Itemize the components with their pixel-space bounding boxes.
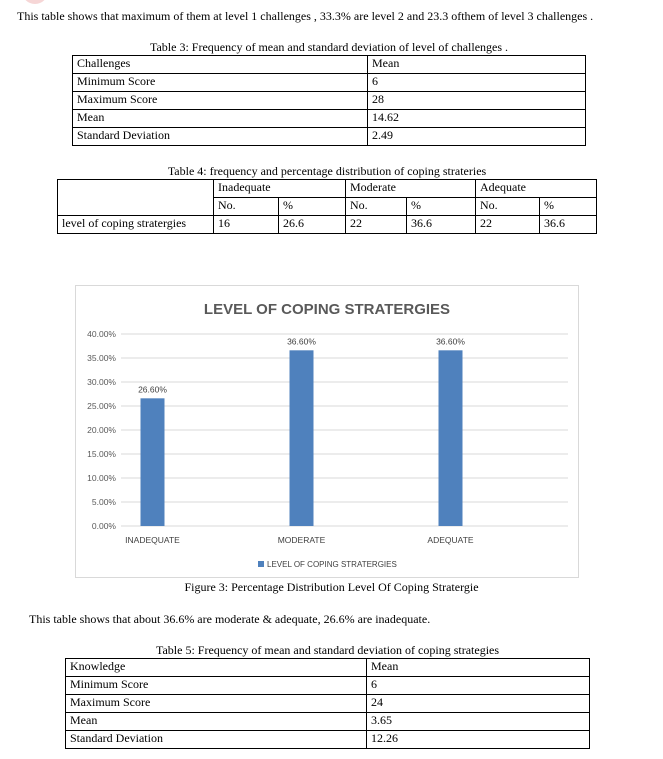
table-cell: Knowledge: [66, 659, 367, 677]
table-row: [58, 180, 597, 198]
page-corner-mark: [22, 0, 48, 4]
table-cell: 2.49: [368, 128, 586, 146]
data-label: 26.60%: [138, 384, 167, 395]
table-cell: Minimum Score: [73, 74, 368, 92]
table-cell: %: [407, 198, 476, 216]
legend-swatch: [258, 561, 264, 567]
table-cell: Challenges: [73, 56, 368, 74]
table-row: [73, 110, 586, 128]
table-cell: Standard Deviation: [66, 731, 367, 749]
bar: [290, 350, 314, 526]
table-cell: Moderate: [346, 180, 476, 198]
table-cell: 36.6: [407, 216, 476, 234]
table-row: [73, 92, 586, 110]
chart-title: LEVEL OF COPING STRATERGIES: [203, 301, 451, 318]
y-tick-label: 35.00%: [87, 353, 116, 363]
table3: [72, 55, 586, 146]
table-cell: %: [279, 198, 346, 216]
table-cell: Mean: [73, 110, 368, 128]
bar: [439, 350, 463, 526]
table-cell: No.: [346, 198, 407, 216]
table5-caption: Table 5: Frequency of mean and standard deviation of coping strategies: [155, 643, 500, 657]
y-tick-label: 10.00%: [87, 473, 116, 483]
table-row: [73, 74, 586, 92]
table-cell: level of coping stratergies: [58, 216, 214, 234]
y-tick-label: 25.00%: [87, 401, 116, 411]
table-row: [73, 56, 586, 74]
table-cell: %: [540, 198, 597, 216]
table-cell: Inadequate: [214, 180, 346, 198]
table-cell: 6: [368, 74, 586, 92]
table-row: [66, 731, 590, 749]
table-cell: Mean: [367, 659, 590, 677]
y-tick-label: 20.00%: [87, 425, 116, 435]
table4: [57, 179, 597, 234]
bar: [141, 398, 165, 526]
table-cell: 26.6: [279, 216, 346, 234]
table-cell: No.: [214, 198, 279, 216]
figure-caption: Figure 3: Percentage Distribution Level Of Coping Stratergie: [184, 580, 479, 594]
table-cell: Standard Deviation: [73, 128, 368, 146]
table-cell: 22: [346, 216, 407, 234]
y-tick-label: 0.00%: [91, 521, 116, 531]
table-cell: 16: [214, 216, 279, 234]
table-row: [66, 695, 590, 713]
table5: [65, 658, 590, 749]
y-tick-label: 5.00%: [91, 497, 116, 507]
table-row: [66, 659, 590, 677]
table-cell: Maximum Score: [73, 92, 368, 110]
y-tick-label: 30.00%: [87, 377, 116, 387]
x-tick-label: MODERATE: [277, 535, 326, 545]
y-tick-label: 15.00%: [87, 449, 116, 459]
table-row: [66, 713, 590, 731]
table-cell: Mean: [368, 56, 586, 74]
chart-container: [75, 285, 579, 578]
table-cell: Minimum Score: [66, 677, 367, 695]
table-cell: [58, 180, 214, 216]
table-cell: Maximum Score: [66, 695, 367, 713]
x-tick-label: ADEQUATE: [427, 535, 474, 545]
data-label: 36.60%: [287, 336, 316, 347]
table-cell: 28: [368, 92, 586, 110]
table-cell: 22: [476, 216, 540, 234]
table-cell: Mean: [66, 713, 367, 731]
table-row: [66, 677, 590, 695]
table-cell: 12.26: [367, 731, 590, 749]
table-cell: 36.6: [540, 216, 597, 234]
table-cell: Adequate: [476, 180, 597, 198]
table-cell: 3.65: [367, 713, 590, 731]
table3-caption: Table 3: Frequency of mean and standard deviation of level of challenges .: [149, 40, 509, 54]
table-cell: 14.62: [368, 110, 586, 128]
y-tick-label: 40.00%: [87, 329, 116, 339]
table-row: [73, 128, 586, 146]
table-cell: No.: [476, 198, 540, 216]
x-tick-label: INADEQUATE: [125, 535, 180, 545]
legend-label: LEVEL OF COPING STRATERGIES: [267, 560, 397, 569]
table-cell: 6: [367, 677, 590, 695]
data-label: 36.60%: [436, 336, 465, 347]
table-cell: 24: [367, 695, 590, 713]
table4-caption: Table 4: frequency and percentage distribution of coping strateries: [167, 164, 487, 178]
summary-paragraph: This table shows that about 36.6% are moderate & adequate, 26.6% are inadequate.: [29, 612, 431, 626]
table-row: [58, 216, 597, 234]
intro-paragraph: This table shows that maximum of them at level 1 challenges , 33.3% are level 2 and 23.3 ofthem of level 3 challenges .: [17, 9, 594, 23]
bar-chart: [76, 286, 578, 577]
